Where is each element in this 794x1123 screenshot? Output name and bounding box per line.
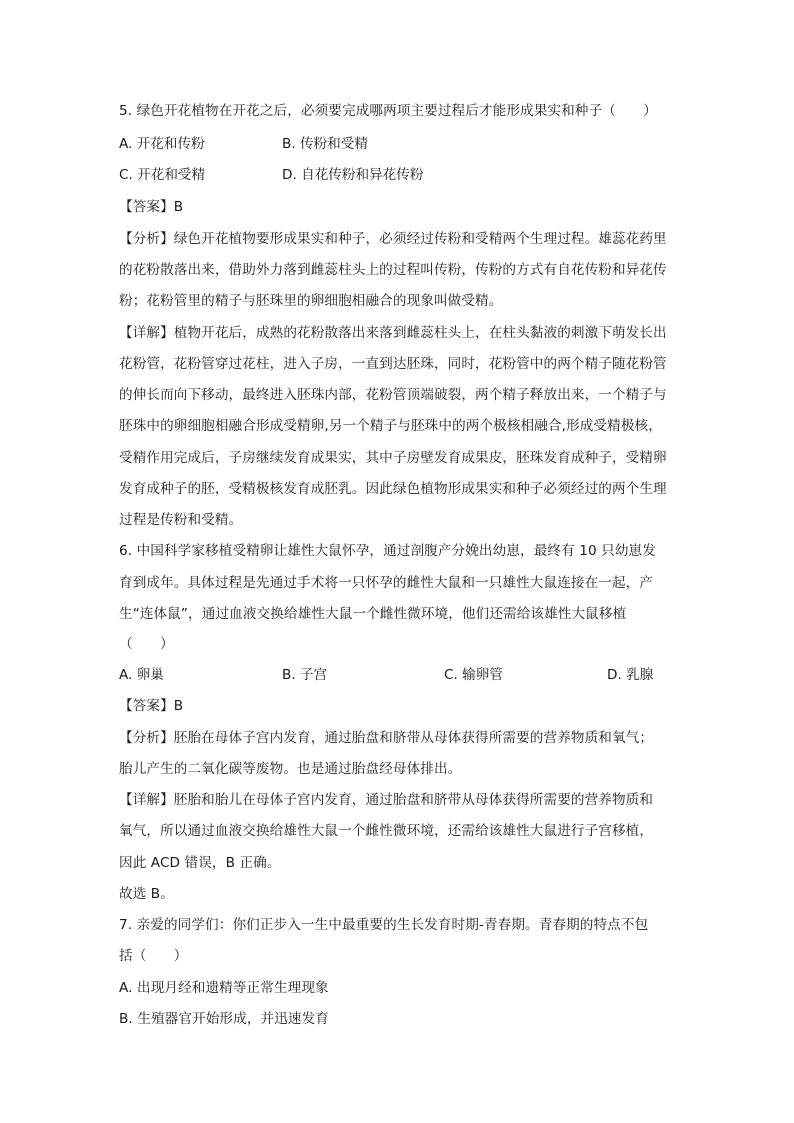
q6-detail-line: 因此 ACD 错误，B 正确。	[119, 855, 281, 871]
q5-option-c: C. 开花和受精	[119, 167, 206, 183]
q5-analysis-line: 粉；花粉管里的精子与胚珠里的卵细胞相融合的现象叫做受精。	[119, 293, 503, 309]
q7-option-b: B. 生殖器官开始形成，并迅速发育	[119, 1011, 329, 1027]
q5-option-b: B. 传粉和受精	[282, 136, 368, 152]
q6-option-b: B. 子宫	[282, 667, 328, 683]
q6-option-a: A. 卵巢	[119, 667, 164, 683]
q6-detail-line: 氧气，所以通过血液交换给雄性大鼠一个雌性微环境，还需给该雄性大鼠进行子宫移植，	[119, 823, 654, 839]
q7-stem-line: 括（ ）	[119, 948, 188, 964]
q5-analysis-line: 的花粉散落出来，借助外力落到雌蕊柱头上的过程叫传粉，传粉的方式有自花传粉和异花传	[119, 262, 667, 278]
q5-option-d: D. 自花传粉和异花传粉	[282, 167, 424, 183]
q5-answer: 【答案】B	[119, 199, 184, 215]
q6-analysis-line: 胎儿产生的二氧化碳等废物。也是通过胎盘经母体排出。	[119, 761, 462, 777]
q5-detail-line: 受精作用完成后，子房继续发育成果实，其中子房壁发育成果皮，胚珠发育成种子，受精卵	[119, 450, 667, 466]
q5-detail-line: 发育成种子的胚，受精极核发育成胚乳。因此绿色植物形成果实和种子必须经过的两个生理	[119, 481, 667, 497]
q6-option-c: C. 输卵管	[444, 667, 503, 683]
q5-detail-line: 花粉管，花粉管穿过花柱，进入子房，一直到达胚珠，同时，花粉管中的两个精子随花粉管	[119, 356, 667, 372]
q6-detail-line: 【详解】胚胎和胎儿在母体子宫内发育，通过胎盘和脐带从母体获得所需要的营养物质和	[119, 792, 654, 808]
q7-option-a: A. 出现月经和遗精等正常生理现象	[119, 980, 329, 996]
q6-stem-line: 育到成年。具体过程是先通过手术将一只怀孕的雌性大鼠和一只雄性大鼠连接在一起，产	[119, 575, 654, 591]
q6-answer: 【答案】B	[119, 698, 184, 714]
q6-conclusion: 故选 B。	[119, 886, 174, 902]
q6-stem-line: 6. 中国科学家移植受精卵让雄性大鼠怀孕，通过剖腹产分娩出幼崽，最终有 10 只幼崽发	[119, 543, 656, 559]
q6-stem-line: （ ）	[119, 636, 174, 652]
q5-detail-line: 的伸长而向下移动，最终进入胚珠内部，花粉管顶端破裂，两个精子释放出来，一个精子与	[119, 387, 667, 403]
q5-analysis-line: 【分析】绿色开花植物要形成果实和种子，必须经过传粉和受精两个生理过程。雄蕊花药里	[119, 231, 667, 247]
q5-detail-line: 胚珠中的卵细胞相融合形成受精卵,另一个精子与胚珠中的两个极核相融合,形成受精极核，	[119, 418, 662, 434]
q5-detail-line: 【详解】植物开花后，成熟的花粉散落出来落到雌蕊柱头上，在柱头黏液的刺激下萌发长出	[119, 325, 667, 341]
q6-stem-line: 生“连体鼠”，通过血液交换给雄性大鼠一个雌性微环境，他们还需给该雄性大鼠移植	[119, 606, 627, 622]
q5-stem: 5. 绿色开花植物在开花之后，必须要完成哪两项主要过程后才能形成果实和种子（ ）	[119, 103, 657, 119]
q5-option-a: A. 开花和传粉	[119, 136, 205, 152]
q5-detail-line: 过程是传粉和受精。	[119, 512, 243, 528]
q6-analysis-line: 【分析】胚胎在母体子宫内发育，通过胎盘和脐带从母体获得所需要的营养物质和氧气；	[119, 730, 654, 746]
q6-option-d: D. 乳腺	[607, 667, 654, 683]
q7-stem-line: 7. 亲爱的同学们：你们正步入一生中最重要的生长发育时期-青春期。青春期的特点不包	[119, 917, 649, 933]
